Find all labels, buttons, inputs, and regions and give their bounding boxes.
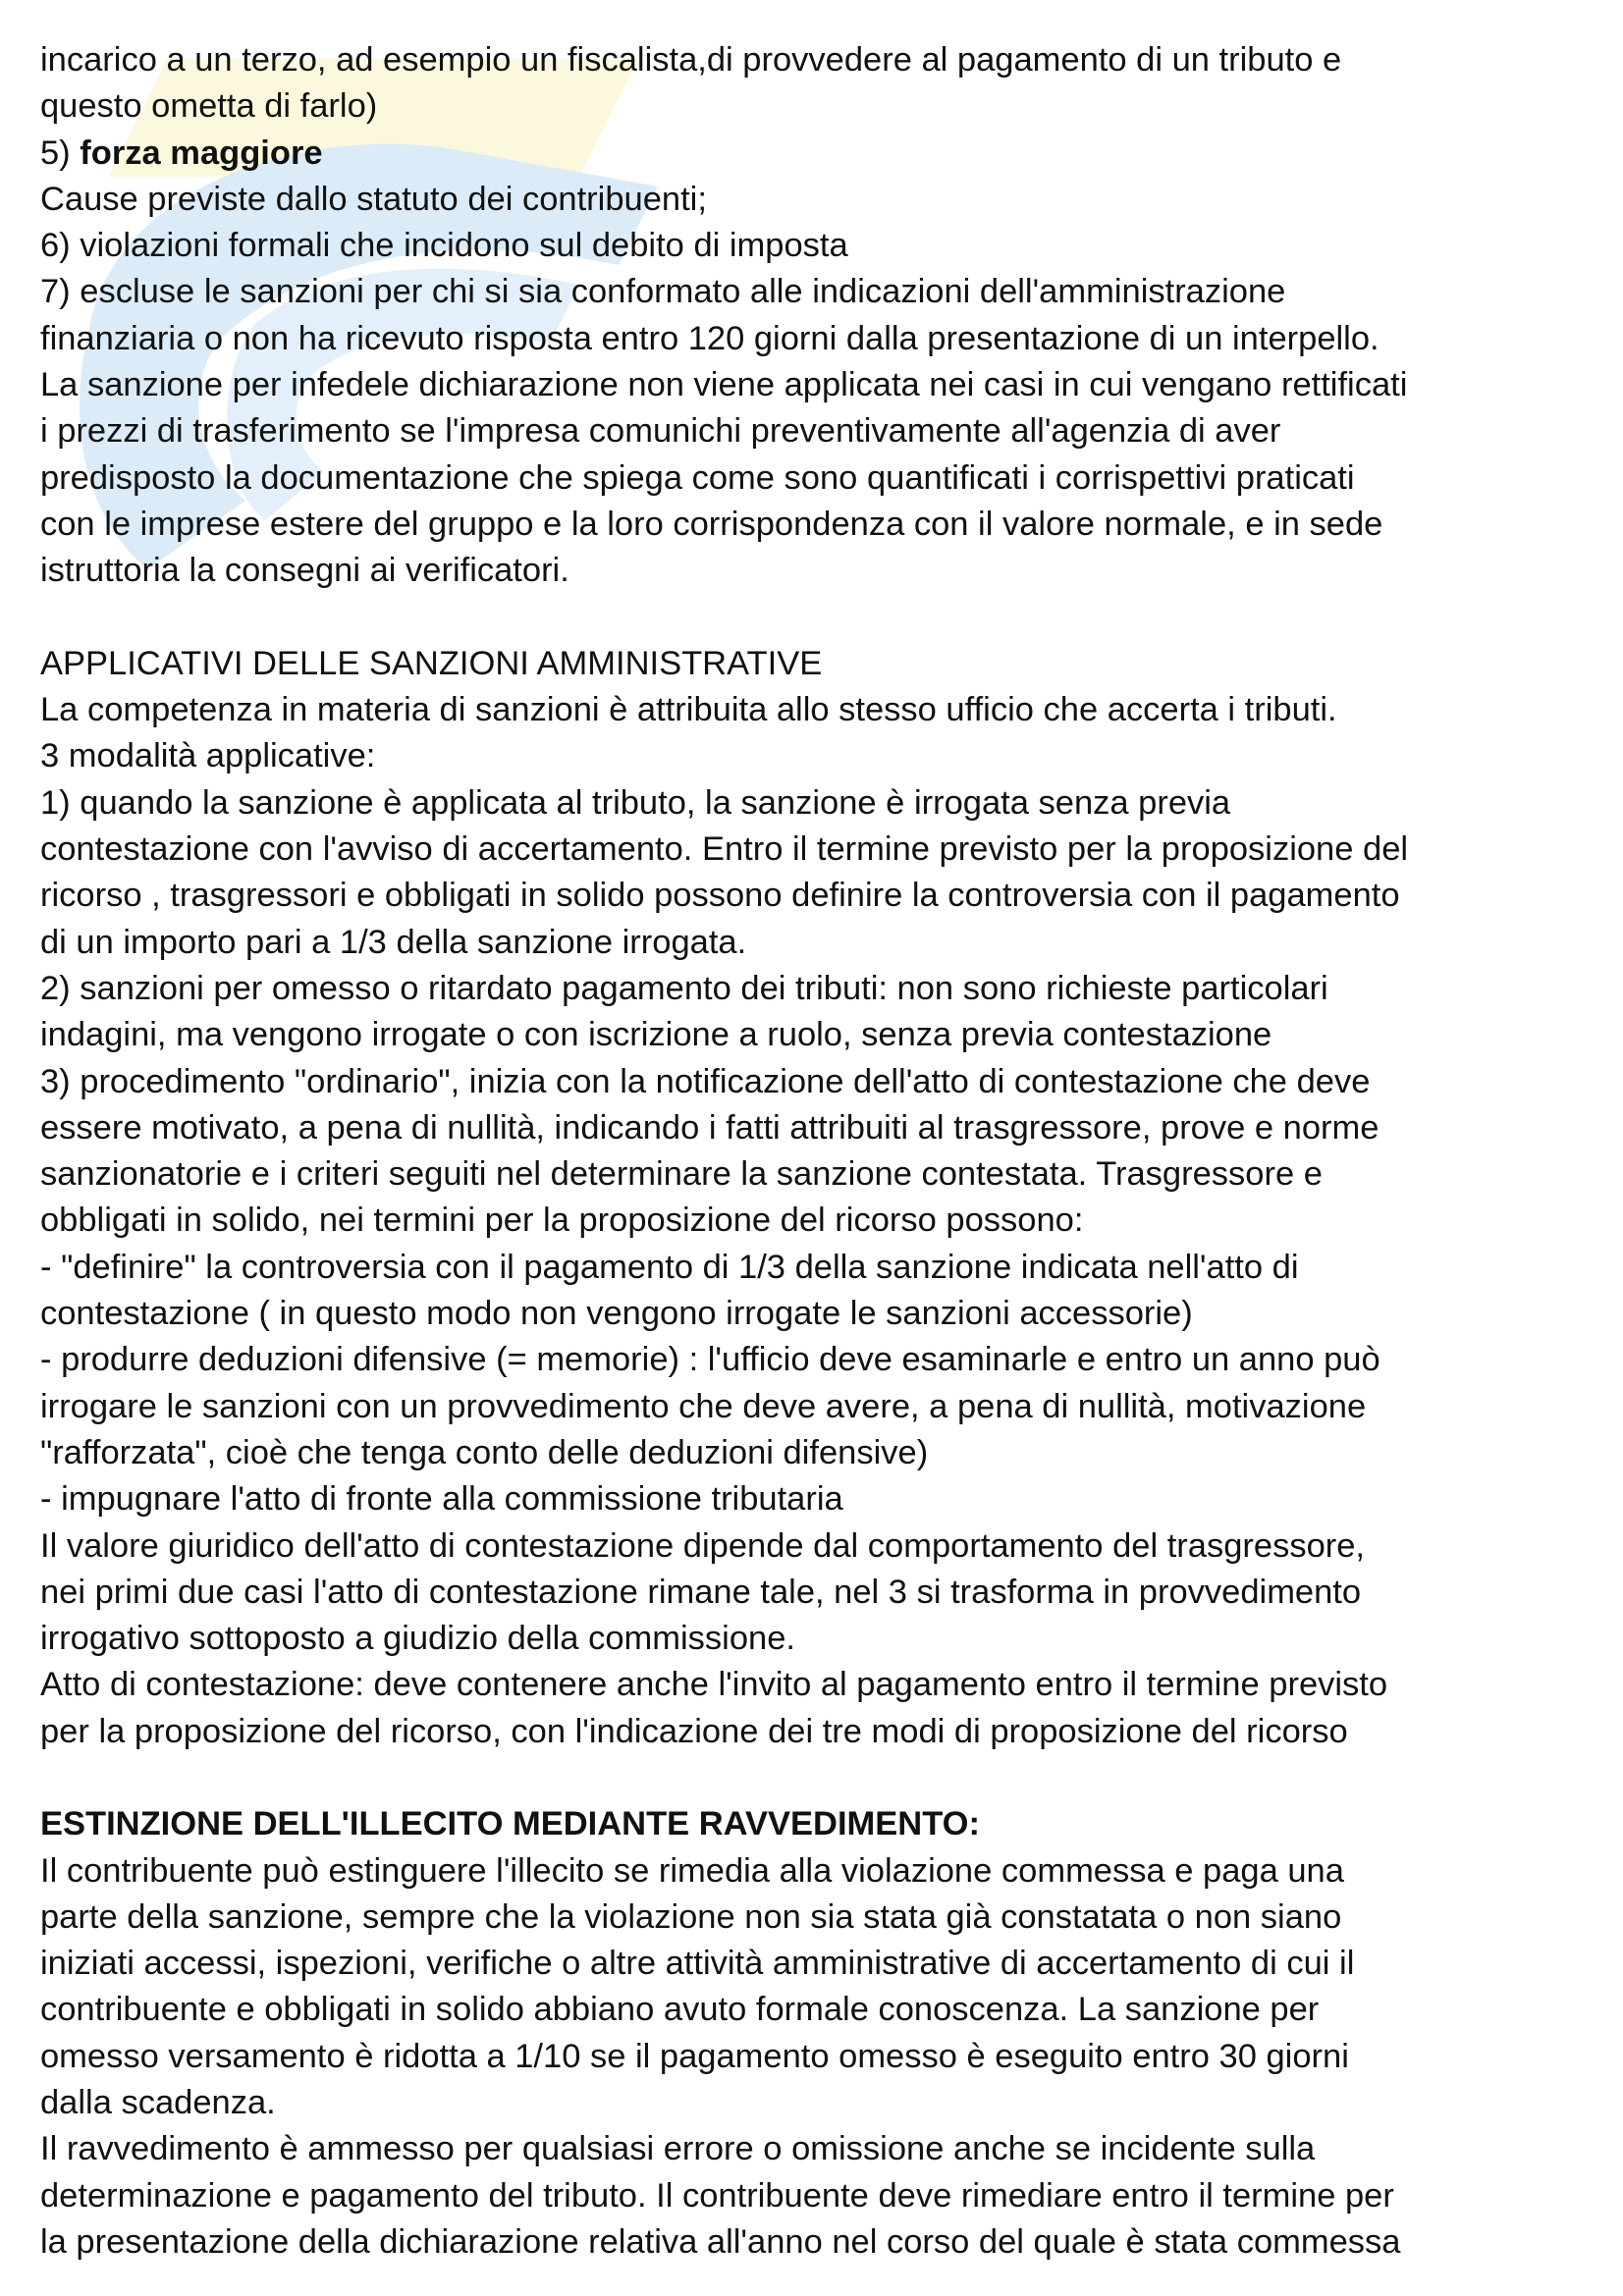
- text-line: - "definire" la controversia con il pagamento di 1/3 della sanzione indicata nell'atto di: [40, 1248, 1299, 1286]
- text-line: irrogativo sottoposto a giudizio della commissione.: [40, 1620, 795, 1658]
- text-line: istruttoria la consegni ai verificatori.: [40, 552, 569, 590]
- text-line: contestazione con l'avviso di accertamento. Entro il termine previsto per la proposizione del: [40, 830, 1409, 869]
- section-heading-text: ESTINZIONE DELL'ILLECITO MEDIANTE RAVVEDIMENTO:: [40, 1805, 980, 1843]
- text-line: La sanzione per infedele dichiarazione non viene applicata nei casi in cui vengano rettificati: [40, 366, 1408, 404]
- text-line: finanziaria o non ha ricevuto risposta entro 120 giorni dalla presentazione di un interpello.: [40, 319, 1380, 357]
- text-line: con le imprese estere del gruppo e la loro corrispondenza con il valore normale, e in sede: [40, 505, 1383, 543]
- text-line: di un importo pari a 1/3 della sanzione irrogata.: [40, 923, 747, 961]
- text-line: contribuente e obbligati in solido abbiano avuto formale conoscenza. La sanzione per: [40, 1991, 1320, 2029]
- text-line: dalla scadenza.: [40, 2084, 276, 2122]
- text-line: 7) escluse le sanzioni per chi si sia conformato alle indicazioni dell'amministrazione: [40, 273, 1286, 311]
- paragraph-gap: [40, 1755, 1592, 1801]
- text-line: - produrre deduzioni difensive (= memorie) : l'ufficio deve esaminarle e entro un anno può: [40, 1341, 1380, 1379]
- text-line: iniziati accessi, ispezioni, verifiche o altre attività amministrative di accertamento di cui il: [40, 1945, 1355, 1983]
- text-line: irrogare le sanzioni con un provvedimento che deve avere, a pena di nullità, motivazione: [40, 1387, 1367, 1425]
- text-line: Il ravvedimento è ammesso per qualsiasi errore o omissione anche se incidente sulla: [40, 2130, 1316, 2168]
- document-text: [40, 37, 1592, 2266]
- text-line: - impugnare l'atto di fronte alla commissione tributaria: [40, 1480, 843, 1519]
- section-heading: [40, 1801, 1592, 1847]
- text-line: Atto di contestazione: deve contenere anche l'invito al pagamento entro il termine previsto: [40, 1666, 1388, 1704]
- text-line: omesso versamento è ridotta a 1/10 se il pagamento omesso è eseguito entro 30 giorni: [40, 2037, 1349, 2075]
- list-number: 5): [40, 133, 81, 172]
- text-line: sanzionatorie e i criteri seguiti nel determinare la sanzione contestata. Trasgressore e: [40, 1155, 1323, 1194]
- section-heading: APPLICATIVI DELLE SANZIONI AMMINISTRATIVE: [40, 644, 823, 682]
- text-line: Il contribuente può estinguere l'illecito se rimedia alla violazione commessa e paga una: [40, 1851, 1344, 1890]
- text-line: 6) violazioni formali che incidono sul debito di imposta: [40, 227, 848, 265]
- text-line: predisposto la documentazione che spiega come sono quantificati i corrispettivi praticati: [40, 458, 1355, 497]
- text-line: obbligati in solido, nei termini per la proposizione del ricorso possono:: [40, 1201, 1084, 1240]
- text-line: Cause previste dallo statuto dei contribuenti;: [40, 180, 707, 218]
- text-line: determinazione e pagamento del tributo. Il contribuente deve rimediare entro il termine per: [40, 2176, 1394, 2215]
- text-line: "rafforzata", cioè che tenga conto delle deduzioni difensive): [40, 1433, 929, 1471]
- text-line: contestazione ( in questo modo non vengono irrogate le sanzioni accessorie): [40, 1295, 1193, 1333]
- text-line: 2) sanzioni per omesso o ritardato pagamento dei tributi: non sono richieste particolari: [40, 969, 1328, 1007]
- text-line: essere motivato, a pena di nullità, indicando i fatti attribuiti al trasgressore, prove e norme: [40, 1108, 1380, 1147]
- text-line: 3 modalità applicative:: [40, 737, 376, 775]
- text-line: la presentazione della dichiarazione relativa all'anno nel corso del quale è stata commessa: [40, 2222, 1401, 2261]
- text-line: 3) procedimento "ordinario", inizia con la notificazione dell'atto di contestazione che deve: [40, 1062, 1371, 1100]
- text-line: Il valore giuridico dell'atto di contestazione dipende dal comportamento del trasgressore,: [40, 1526, 1366, 1565]
- text-line: per la proposizione del ricorso, con l'indicazione dei tre modi di proposizione del ricorso: [40, 1712, 1348, 1750]
- text-line: parte della sanzione, sempre che la violazione non sia stata già constatata o non siano: [40, 1897, 1342, 1936]
- text-line: incarico a un terzo, ad esempio un fiscalista,di provvedere al pagamento di un tributo e: [40, 41, 1342, 79]
- list-item-heading: [40, 131, 1592, 177]
- text-line: 1) quando la sanzione è applicata al tributo, la sanzione è irrogata senza previa: [40, 783, 1231, 822]
- bold-term: forza maggiore: [80, 133, 323, 172]
- text-line: La competenza in materia di sanzioni è attribuita allo stesso ufficio che accerta i tributi.: [40, 691, 1337, 729]
- text-line: indagini, ma vengono irrogate o con iscrizione a ruolo, senza previa contestazione: [40, 1016, 1272, 1054]
- text-line: questo ometta di farlo): [40, 87, 378, 126]
- text-line: ricorso , trasgressori e obbligati in solido possono definire la controversia con il pagamento: [40, 877, 1400, 915]
- text-line: i prezzi di trasferimento se l'impresa comunichi preventivamente all'agenzia di aver: [40, 412, 1281, 451]
- paragraph-gap: [40, 595, 1592, 641]
- text-line: nei primi due casi l'atto di contestazione rimane tale, nel 3 si trasforma in provvedimento: [40, 1573, 1362, 1611]
